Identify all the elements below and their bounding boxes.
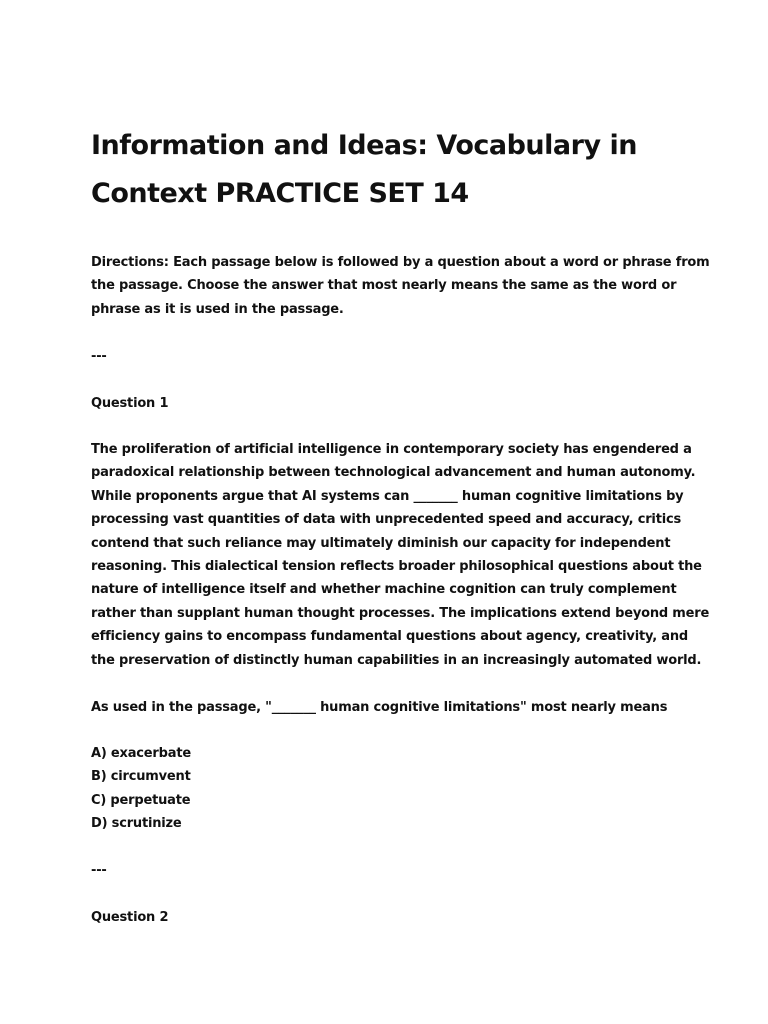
passage-line: the preservation of distinctly human capabilities in an increasingly automated world.: [91, 652, 702, 668]
title-line: Information and Ideas: Vocabulary in: [91, 130, 637, 161]
question-prompt: As used in the passage, "_______ human cognitive limitations" most nearly means: [91, 700, 668, 715]
answer-choice: A) exacerbate: [91, 746, 191, 761]
answer-choices: [91, 742, 691, 836]
passage-line: processing vast quantities of data with unprecedented speed and accuracy, critics: [91, 512, 682, 528]
directions-line: phrase as it is used in the passage.: [91, 301, 344, 317]
passage-line: nature of intelligence itself and whether machine cognition can truly complement: [91, 582, 677, 598]
separator: ---: [91, 349, 107, 364]
passage-line: paradoxical relationship between technological advancement and human autonomy.: [91, 465, 696, 481]
question-heading: Question 1: [91, 396, 169, 411]
directions: [91, 251, 710, 321]
passage-line: reasoning. This dialectical tension reflects broader philosophical questions about the: [91, 559, 702, 575]
answer-choice: B) circumvent: [91, 769, 191, 785]
answer-choice: D) scrutinize: [91, 816, 182, 832]
page-title: [91, 122, 691, 218]
question-heading: Question 2: [91, 910, 169, 925]
directions-line: Directions: Each passage below is followed by a question about a word or phrase from: [91, 255, 710, 270]
passage-line: The proliferation of artificial intelligence in contemporary society has engendered a: [91, 442, 692, 457]
title-line: Context PRACTICE SET 14: [91, 178, 469, 209]
passage-line: rather than supplant human thought processes. The implications extend beyond mere: [91, 605, 710, 621]
separator: ---: [91, 863, 107, 878]
passage-line: efficiency gains to encompass fundamental questions about agency, creativity, and: [91, 629, 689, 645]
answer-choice: C) perpetuate: [91, 792, 191, 808]
passage-line: contend that such reliance may ultimately diminish our capacity for independent: [91, 535, 671, 551]
directions-line: the passage. Choose the answer that most nearly means the same as the word or: [91, 278, 677, 294]
passage-line: While proponents argue that AI systems can _______ human cognitive limitations by: [91, 488, 684, 504]
question-passage: [91, 438, 710, 672]
